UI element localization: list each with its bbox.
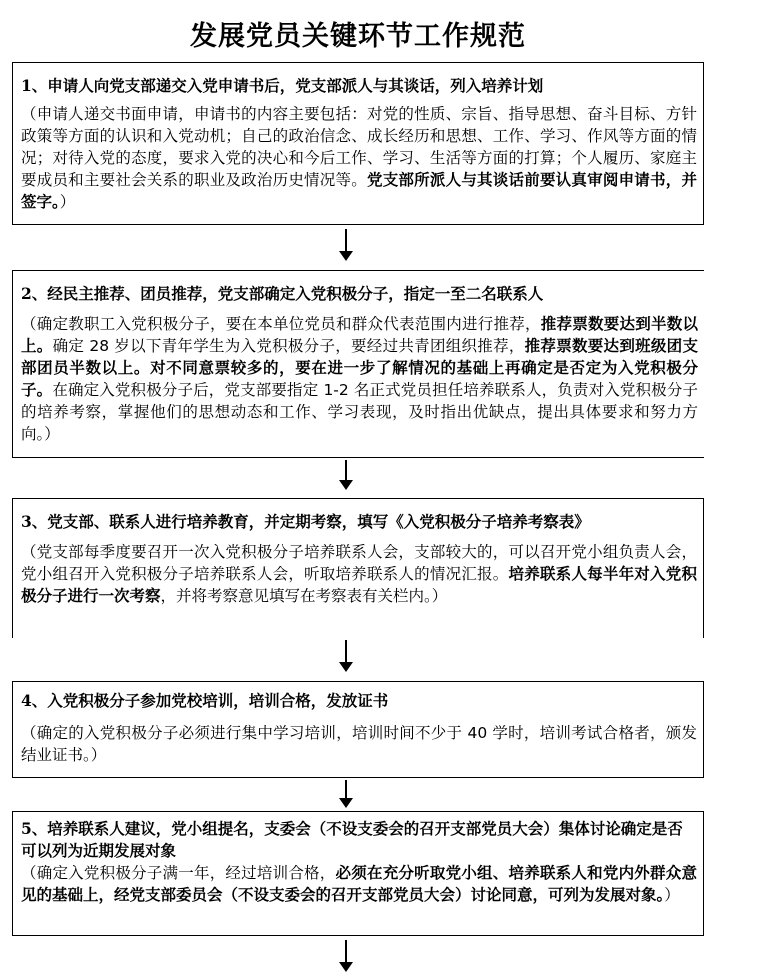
step-3-emphasis: 培养联系人每半年对入党积极分子进行一次考察 xyxy=(21,565,697,605)
step-1-emphasis: 党支部所派人与其谈话前要认真审阅申请书，并签字。 xyxy=(21,171,697,211)
step-3-close: ，并将考察意见填写在考察表有关栏内。） xyxy=(160,587,448,605)
arrow-2-3 xyxy=(339,460,353,490)
step-5-emphasis: 必须在充分听取党小组、培养联系人和党内外群众意见的基础上，经党支部委员会（不设支委会的召开支部党员大会）讨论同意，可列为发展对象。 xyxy=(21,864,697,904)
step-3-heading: 3、党支部、联系人进行培养教育，并定期考察，填写《入党积极分子培养考察表》 xyxy=(21,512,590,531)
step-4-box xyxy=(12,681,704,778)
step-1-close: ） xyxy=(59,193,76,211)
step-2-box xyxy=(12,270,704,458)
arrow-3-4 xyxy=(339,640,353,672)
step-1-text: （申请人递交书面申请，申请书的内容主要包括：对党的性质、宗旨、指导思想、奋斗目标、方针政策等方面的认识和入党动机；自己的政治信念、成长经历和思想、工作、学习、作风等方面的情况；对待入党的态度，要求入党的决心和今后工作、学习、生活等方面的打算；个人履历、家庭主要成员和主要社会关系的职业及政治历史情况等。 xyxy=(21,105,697,189)
step-2-text-c: 在确定入党积极分子后，党支部要指定 1-2 名正式党员担任培养联系人，负责对入党积极分子的培养考察，掌握他们的思想动态和工作、学习表现，及时指出优缺点，提出具体要求和努力方向。） xyxy=(21,381,698,443)
step-3-box xyxy=(12,498,704,638)
arrow-5-next xyxy=(339,940,353,972)
step-2-heading: 2、经民主推荐、团员推荐，党支部确定入党积极分子，指定一至二名联系人 xyxy=(21,284,544,303)
step-5-body xyxy=(13,862,703,906)
step-4-heading: 4、入党积极分子参加党校培训，培训合格，发放证书 xyxy=(21,691,389,710)
step-4-text: （确定的入党积极分子必须进行集中学习培训，培训时间不少于 40 学时，培训考试合格者，颁发结业证书。） xyxy=(21,724,697,764)
step-2-emphasis-a: 推荐票数要达到半数以上。 xyxy=(21,315,698,355)
page-title: 发展党员关键环节工作规范 xyxy=(190,21,526,52)
step-3-body xyxy=(13,533,703,607)
step-2-text-b: 确定 28 岁以下青年学生为入党积极分子，要经过共青团组织推荐， xyxy=(52,337,525,355)
step-5-close: ） xyxy=(664,886,680,904)
arrow-4-5 xyxy=(339,780,353,808)
arrow-1-2 xyxy=(339,229,353,261)
step-2-body xyxy=(13,305,704,445)
step-1-box xyxy=(12,62,704,225)
step-5-box xyxy=(12,811,704,936)
step-3-text: （党支部每季度要召开一次入党积极分子培养联系人会，支部较大的，可以召开党小组负责人会，党小组召开入党积极分子培养联系人会，听取培养联系人的情况汇报。 xyxy=(21,543,697,583)
step-2-text-a: （确定教职工入党积极分子，要在本单位党员和群众代表范围内进行推荐， xyxy=(21,315,541,333)
step-1-heading: 1、申请人向党支部递交入党申请书后，党支部派人与其谈话，列入培养计划 xyxy=(21,76,544,95)
step-5-heading: 5、培养联系人建议，党小组提名，支委会（不设支委会的召开支部党员大会）集体讨论确定是否可以列为近期发展对象 xyxy=(21,819,683,860)
step-5-text: （确定入党积极分子满一年，经过培训合格， xyxy=(21,864,336,882)
step-1-body xyxy=(13,97,703,213)
step-2-emphasis-b: 推荐票数要达到班级团支部团员半数以上。对不同意票较多的，要在进一步了解情况的基础上再确定是否定为入党积极分子。 xyxy=(21,337,698,399)
step-4-body xyxy=(13,712,703,766)
